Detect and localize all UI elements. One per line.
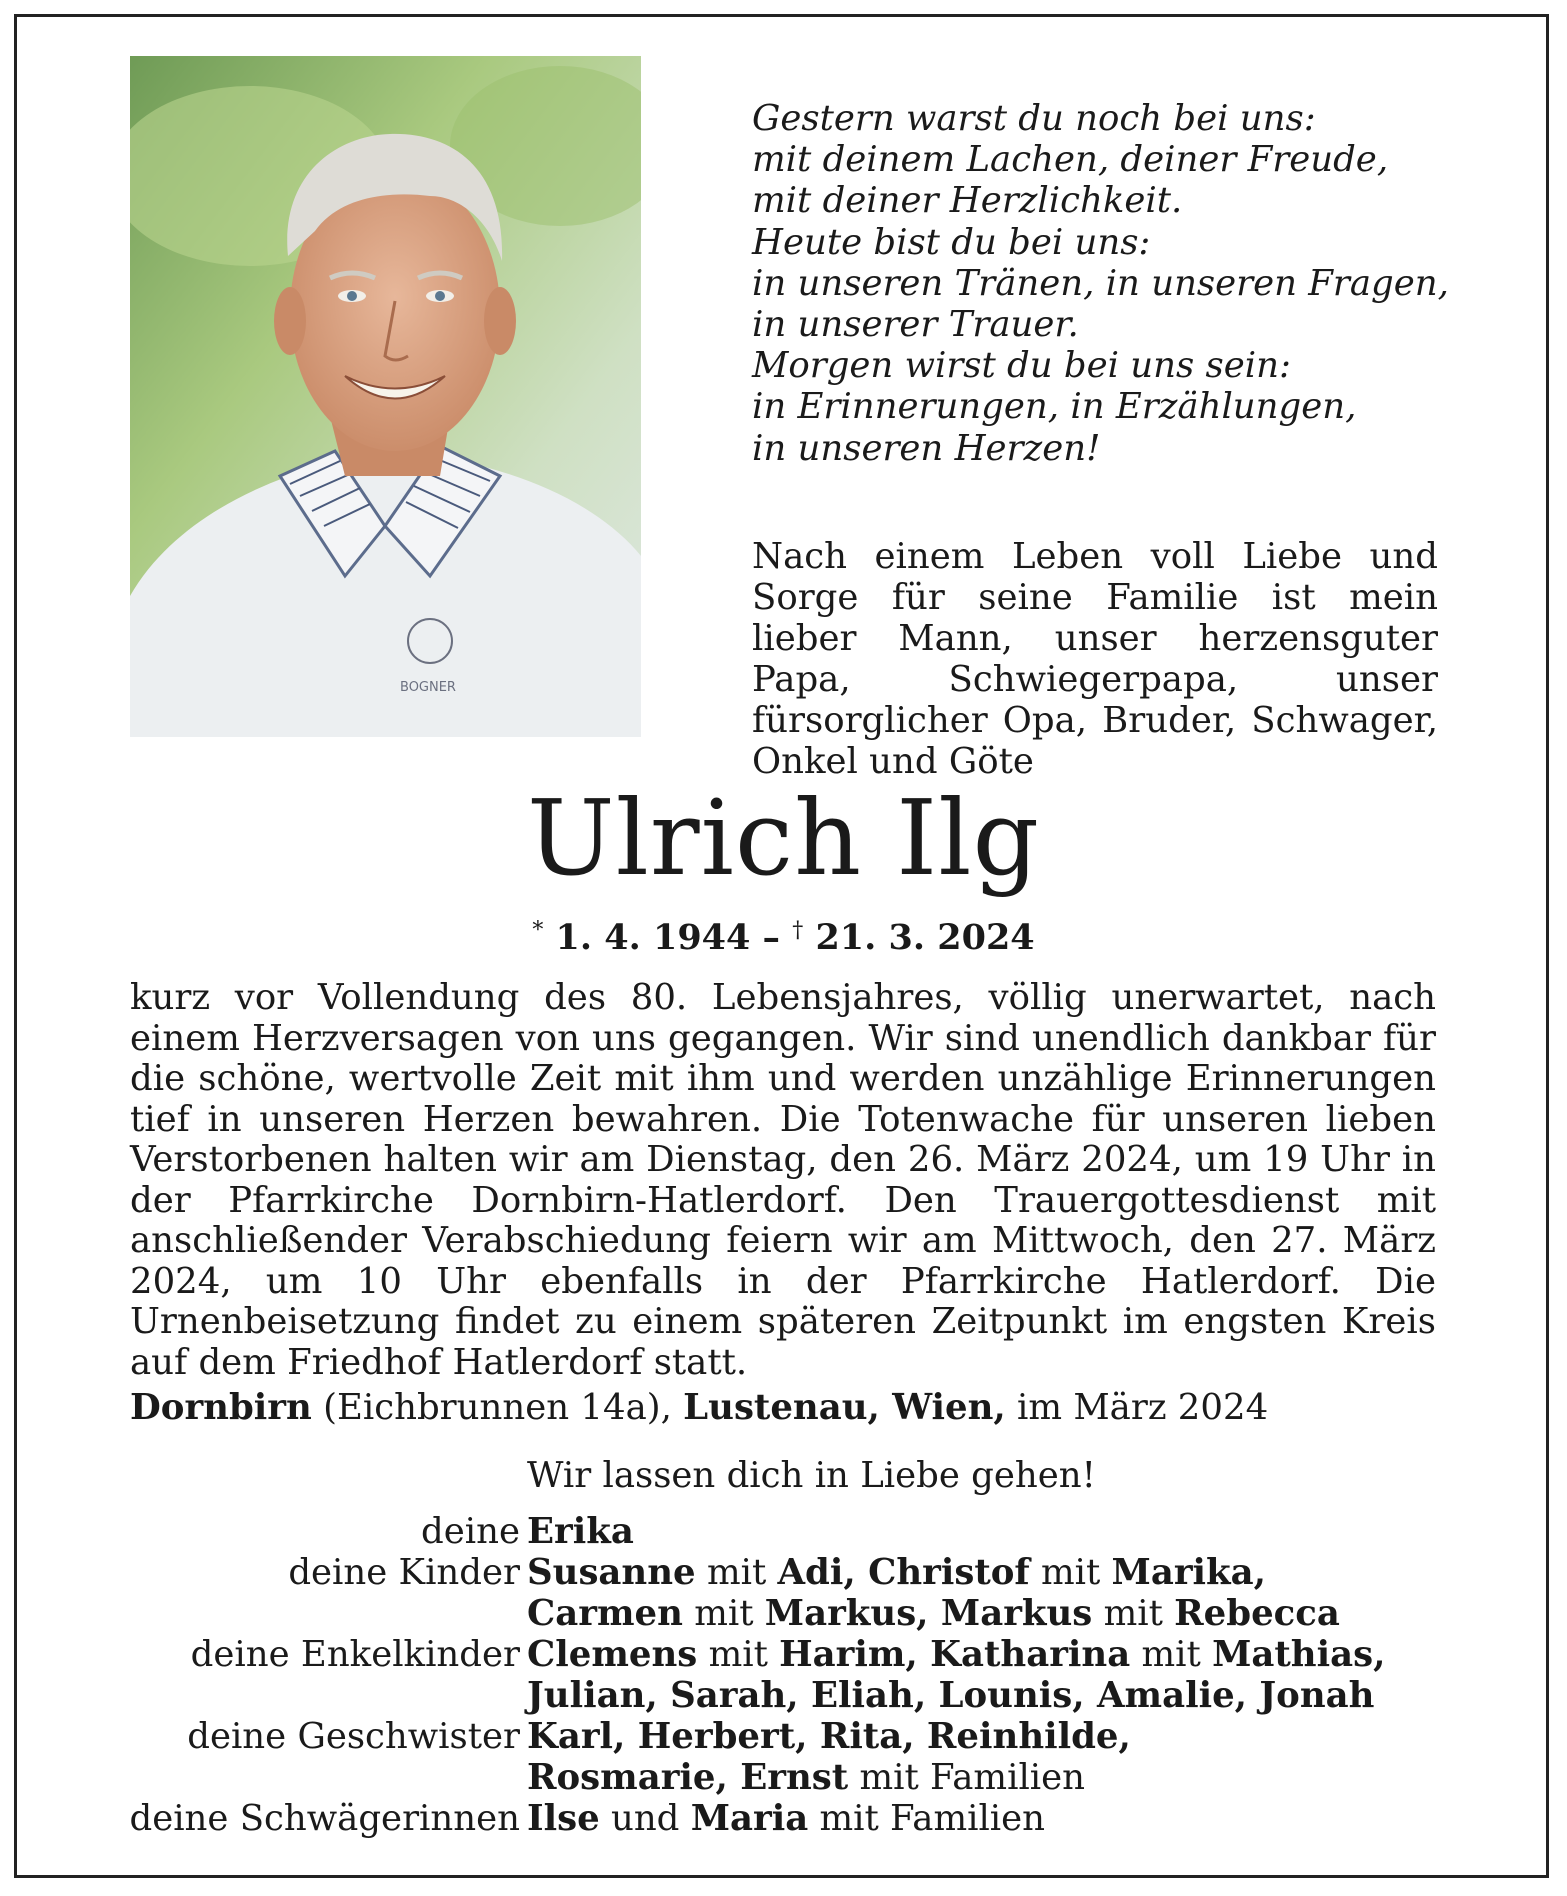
family-row <box>0 1592 1567 1636</box>
relation-names: Karl, Herbert, Rita, Reinhilde, <box>527 1716 1131 1757</box>
poem: Gestern warst du noch bei uns: mit deinem Lachen, deiner Freude, mit deiner Herzlichkeit. Heute bist du bei uns: in unseren Tränen, in unseren Fragen, in unserer Trauer. Morgen wirst du bei uns sein: in Erinnerungen, in Erzählungen, in unseren Herzen! <box>752 98 1449 469</box>
relation-names: Rosmarie, Ernst mit Familien <box>527 1757 1086 1798</box>
relation-label: deine Geschwister <box>187 1716 520 1757</box>
place-address: (Eichbrunnen 14a), <box>311 1387 684 1428</box>
deceased-name: Ulrich Ilg <box>526 777 1041 899</box>
family-row <box>0 1715 1567 1759</box>
relation-label: deine <box>421 1511 520 1552</box>
death-symbol: † <box>792 918 804 943</box>
portrait-image <box>130 56 641 737</box>
closing-line: Wir lassen dich in Liebe gehen! <box>527 1455 1096 1496</box>
place-city: Dornbirn <box>130 1387 312 1428</box>
place-and-date <box>130 1386 1268 1430</box>
relation-names: Clemens mit Harim, Katharina mit Mathias, <box>527 1634 1386 1675</box>
portrait-photo <box>130 56 641 737</box>
family-row <box>0 1797 1567 1841</box>
relation-names: Erika <box>527 1511 634 1552</box>
death-date: 21. 3. 2024 <box>815 917 1035 958</box>
relation-names: Susanne mit Adi, Christof mit Marika, <box>527 1552 1266 1593</box>
intro-paragraph: Nach einem Leben voll Liebe und Sorge für seine Familie ist mein lieber Mann, unser herzensguter Papa, Schwiegerpapa, unser fürsorglicher Opa, Bruder, Schwager, Onkel und Göte <box>752 536 1438 782</box>
relation-names: Ilse und Maria mit Familien <box>527 1798 1046 1839</box>
shirt-logo-text: BOGNER <box>400 680 456 695</box>
relation-names: Julian, Sarah, Eliah, Lounis, Amalie, Jonah <box>527 1675 1375 1716</box>
birth-symbol: * <box>532 918 544 943</box>
birth-date: 1. 4. 1944 <box>555 917 751 958</box>
relation-label: deine Enkelkinder <box>190 1634 520 1675</box>
main-text: kurz vor Vollendung des 80. Lebensjahres, völlig unerwartet, nach einem Herzversagen von uns gegangen. Wir sind unendlich dankbar für die schöne, wertvolle Zeit mit ihm und werden unzählige Erinnerungen tief in unseren Herzen bewahren. Die Totenwache für unseren lieben Verstorbenen halten wir am Dienstag, den 26. März 2024, um 19 Uhr in der Pfarrkirche Dornbirn-Hatlerdorf. Den Trauergottesdienst mit anschließender Verabschiedung feiern wir am Mittwoch, den 27. März 2024, um 10 Uhr ebenfalls in der Pfarrkirche Hatlerdorf. Die Urnenbeisetzung findet zu einem späteren Zeitpunkt im engsten Kreis auf dem Friedhof Hatlerdorf statt. <box>130 977 1436 1383</box>
relation-label: deine Kinder <box>288 1552 520 1593</box>
date-separator: – <box>750 917 793 958</box>
place-date: im März 2024 <box>1005 1387 1269 1428</box>
family-row <box>0 1674 1567 1718</box>
relation-label: deine Schwägerinnen <box>129 1798 520 1839</box>
family-row <box>0 1756 1567 1800</box>
family-row <box>0 1633 1567 1677</box>
life-dates <box>0 908 1567 961</box>
relation-names: Carmen mit Markus, Markus mit Rebecca <box>527 1593 1340 1634</box>
place-cities: Lustenau, Wien, <box>683 1387 1006 1428</box>
family-row <box>0 1510 1567 1554</box>
family-row <box>0 1551 1567 1595</box>
